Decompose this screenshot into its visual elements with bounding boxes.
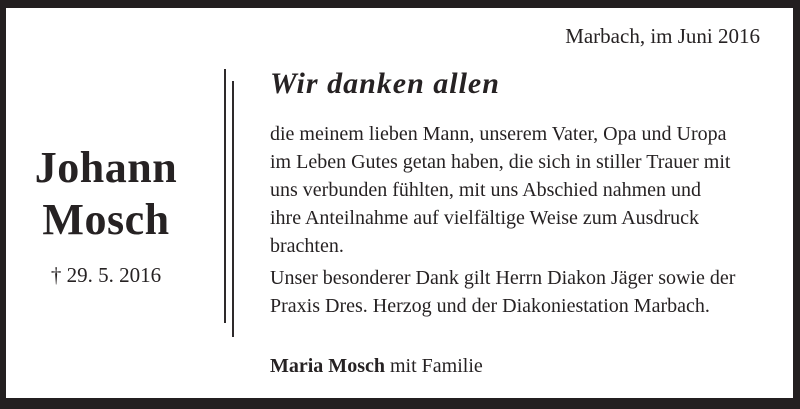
thanks-headline: Wir danken allen: [270, 67, 500, 100]
deceased-last-name: Mosch: [42, 195, 170, 244]
body-paragraph-1: [270, 120, 730, 260]
body-line: uns verbunden fühlten, mit uns Abschied nahmen und: [270, 179, 702, 201]
body-paragraph-2: [270, 264, 735, 320]
body-line: im Leben Gutes getan haben, die sich in stiller Trauer mit: [270, 151, 731, 173]
deceased-name: [16, 142, 196, 246]
body-line: ihre Anteilnahme auf vielfältige Weise zum Ausdruck: [270, 207, 700, 229]
signature-suffix: mit Familie: [384, 355, 483, 377]
signature-line: [270, 352, 483, 380]
notice-content: [6, 8, 793, 398]
deceased-first-name: Johann: [34, 143, 178, 192]
divider-line-right: [232, 81, 234, 337]
signature-name: Maria Mosch: [270, 355, 385, 377]
body-line: brachten.: [270, 235, 344, 257]
body-line: Praxis Dres. Herzog und der Diakoniestation Marbach.: [270, 295, 710, 317]
body-line: Unser besonderer Dank gilt Herrn Diakon Jäger sowie der: [270, 267, 736, 289]
dateline: Marbach, im Juni 2016: [565, 24, 760, 48]
death-date: † 29. 5. 2016: [50, 263, 162, 287]
divider-line-left: [224, 69, 226, 323]
deceased-block: [16, 142, 196, 288]
body-line: die meinem lieben Mann, unserem Vater, Opa und Uropa: [270, 123, 727, 145]
